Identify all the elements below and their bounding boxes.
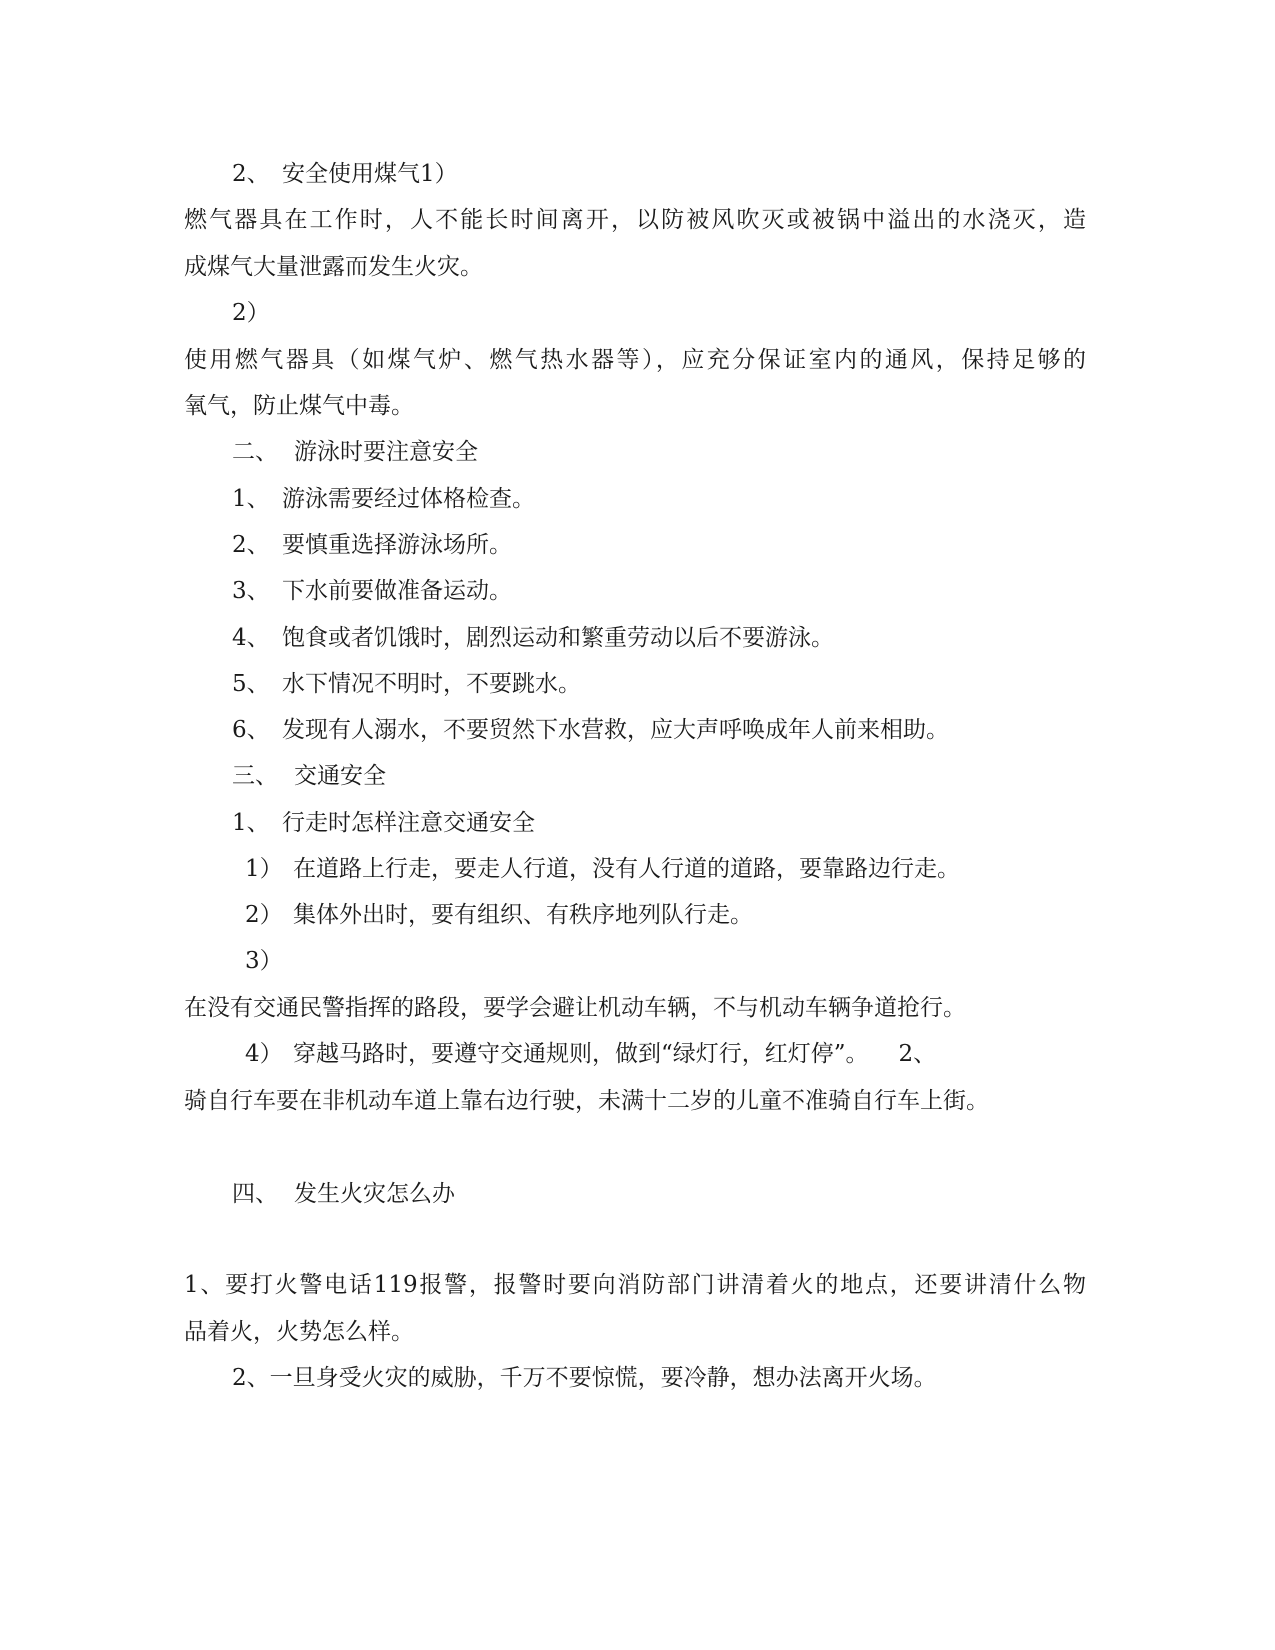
item-number: 1、: [232, 486, 270, 512]
traffic-sub-3-number: 3）: [245, 948, 283, 974]
item-text: 饱食或者饥饿时，剧烈运动和繁重劳动以后不要游泳。: [282, 625, 834, 651]
fire-heading: [232, 1179, 455, 1209]
sub-number: 2）: [245, 902, 283, 928]
fire-paragraph-1-line-1: 1、要打火警电话119报警，报警时要向消防部门讲清着火的地点，还要讲清什么物: [184, 1272, 1086, 1298]
swim-heading: [232, 437, 478, 467]
fire-paragraph-1-line-2: 品着火，火势怎么样。: [184, 1319, 414, 1345]
sub-text: 穿越马路时，要遵守交通规则，做到“绿灯行，红灯停”。: [293, 1041, 869, 1067]
item-number: 2、: [232, 532, 270, 558]
list-item: [232, 623, 834, 653]
traffic-heading: [232, 761, 386, 791]
section-title: 交通安全: [294, 763, 386, 789]
sub-text: 在道路上行走，要走人行道，没有人行道的道路，要靠路边行走。: [293, 856, 960, 882]
section-title: 游泳时要注意安全: [294, 439, 478, 465]
sub-number: 1）: [245, 856, 283, 882]
item-text: 水下情况不明时，不要跳水。: [282, 671, 581, 697]
sub-text: 集体外出时，要有组织、有秩序地列队行走。: [293, 902, 753, 928]
sub-number: 4）: [245, 1041, 283, 1067]
list-item: [232, 530, 512, 560]
item-text: 要慎重选择游泳场所。: [282, 532, 512, 558]
gas-item-2: [232, 159, 458, 189]
item-number: 5、: [232, 671, 270, 697]
list-item: [232, 484, 535, 514]
traffic-item-1: [232, 808, 535, 838]
list-item: [245, 854, 960, 884]
gas-sub-2: 2）: [232, 300, 270, 326]
traffic-sub-4: [245, 1039, 936, 1069]
list-item: [232, 576, 512, 606]
section-number: 二、: [232, 439, 278, 465]
item-text: 游泳需要经过体格检查。: [282, 486, 535, 512]
section-number: 四、: [232, 1181, 278, 1207]
item-text: 下水前要做准备运动。: [282, 578, 512, 604]
traffic-sub-3-text: 在没有交通民警指挥的路段，要学会避让机动车辆，不与机动车辆争道抢行。: [184, 995, 966, 1021]
item-number: 4、: [232, 625, 270, 651]
gas-paragraph-2-line-1: 使用燃气器具（如煤气炉、燃气热水器等），应充分保证室内的通风，保持足够的: [184, 347, 1086, 373]
gas-paragraph-2-line-2: 氧气，防止煤气中毒。: [184, 393, 414, 419]
item-text: 行走时怎样注意交通安全: [282, 810, 535, 836]
gas-paragraph-1-line-1: 燃气器具在工作时，人不能长时间离开，以防被风吹灭或被锅中溢出的水浇灭，造: [184, 207, 1086, 233]
fire-paragraph-2: 2、一旦身受火灾的威胁，千万不要惊慌，要冷静，想办法离开火场。: [232, 1365, 937, 1391]
traffic-item-2-text: 骑自行车要在非机动车道上靠右边行驶，未满十二岁的儿童不准骑自行车上街。: [184, 1088, 989, 1114]
item-number: 6、: [232, 717, 270, 743]
section-title: 发生火灾怎么办: [294, 1181, 455, 1207]
list-item: [232, 715, 949, 745]
item-number: 2、: [898, 1041, 937, 1067]
list-item: [245, 900, 753, 930]
gas-paragraph-1-line-2: 成煤气大量泄露而发生火灾。: [184, 254, 483, 280]
list-item: [232, 669, 581, 699]
item-number: 3、: [232, 578, 270, 604]
item-text: 发现有人溺水，不要贸然下水营救，应大声呼唤成年人前来相助。: [282, 717, 949, 743]
section-number: 三、: [232, 763, 278, 789]
item-text: 安全使用煤气1）: [282, 161, 458, 187]
item-number: 1、: [232, 810, 270, 836]
item-number: 2、: [232, 161, 270, 187]
